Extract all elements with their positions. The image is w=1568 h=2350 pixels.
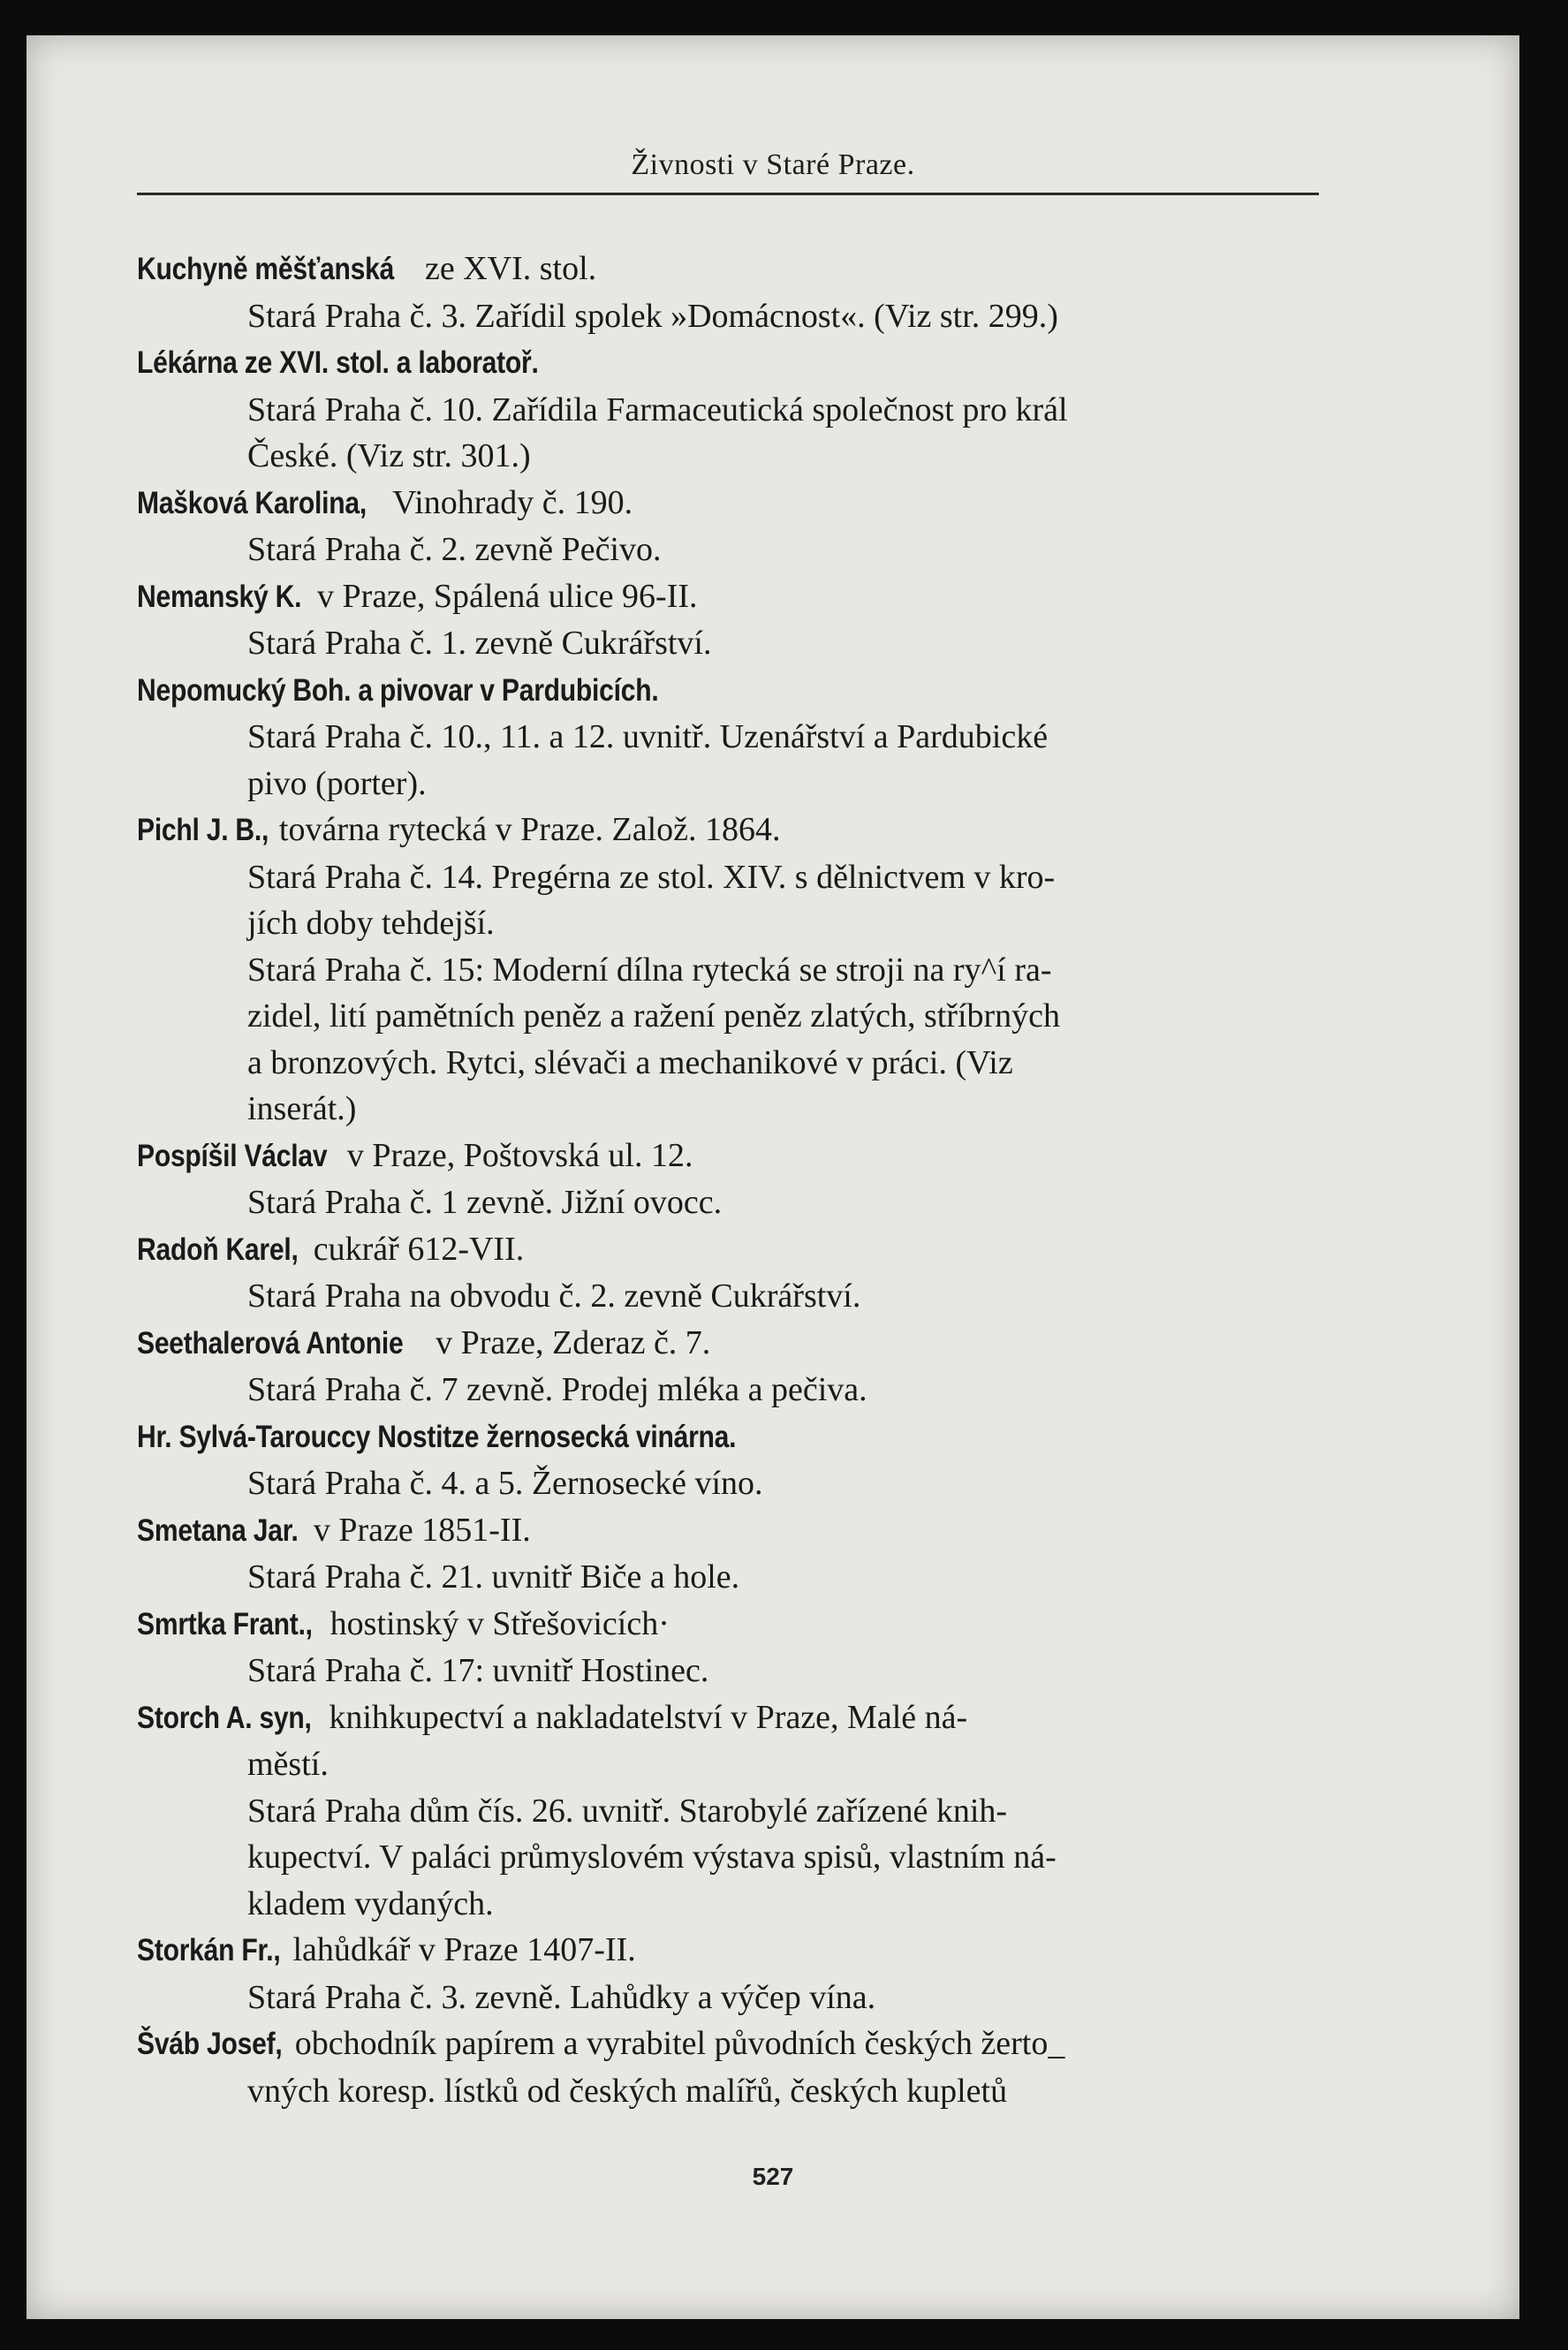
directory-entry <box>137 1226 1369 1320</box>
entry-detail-line: Stará Praha č. 4. a 5. Žernosecké víno. <box>247 1465 763 1502</box>
entry-name: Seethalerová Antonie <box>137 1325 404 1361</box>
entry-address: cukrář 612-VII. <box>305 1230 525 1268</box>
entry-name: Nemanský K. <box>137 579 302 614</box>
running-header: Živnosti v Staré Praze. <box>631 148 915 181</box>
entry-detail-line: Stará Praha č. 2. zevně Pečivo. <box>247 531 662 568</box>
entry-heading <box>137 246 1369 293</box>
entry-address: knihkupectví a nakladatelství v Praze, Malé ná- <box>320 1698 968 1736</box>
entry-detail-line: a bronzových. Rytci, slévači a mechanikové v práci. (Viz <box>247 1043 1013 1081</box>
entry-name: Hr. Sylvá-Tarouccy Nostitze žernosecká vinárna. <box>137 1419 737 1454</box>
entry-detail-line: Stará Praha č. 7 zevně. Prodej mléka a pečiva. <box>247 1371 867 1408</box>
entry-address: v Praze, Zderaz č. 7. <box>427 1323 711 1361</box>
directory-entry <box>137 1133 1369 1226</box>
entry-heading <box>137 1694 1369 1742</box>
entry-name: Pospíšil Václav <box>137 1138 328 1173</box>
entry-detail-line: Stará Praha č. 1 zevně. Jižní ovocc. <box>247 1184 723 1221</box>
entry-heading <box>137 1320 1369 1368</box>
directory-entry <box>137 807 1369 1133</box>
entry-detail-line: zidel, lití pamětních peněz a ražení peněz zlatých, stříbrných <box>247 997 1061 1035</box>
entry-name: Lékárna ze XVI. stol. a laboratoř. <box>137 345 539 380</box>
entry-name: Nepomucký Boh. a pivovar v Pardubicích. <box>137 672 659 708</box>
entry-heading <box>137 807 1369 854</box>
entry-detail-line: Stará Praha č. 3. zevně. Lahůdky a výčep vína. <box>247 1978 876 2016</box>
directory-entry <box>137 339 1369 480</box>
entry-address: v Praze, Spálená ulice 96-II. <box>308 577 698 615</box>
entry-detail-line: městí. <box>247 1746 329 1783</box>
entry-detail-line: kladem vydaných. <box>247 1884 494 1922</box>
entry-detail-line: České. (Viz str. 301.) <box>247 437 531 474</box>
entry-heading <box>137 573 1369 621</box>
entry-heading <box>137 667 1369 715</box>
entry-address: obchodník papírem a vyrabitel původních českých žerto_ <box>286 2025 1065 2062</box>
entry-address: ze XVI. stol. <box>416 250 597 287</box>
entry-detail-line: Stará Praha č. 3. Zařídil spolek »Domácnost«. (Viz str. 299.) <box>247 297 1058 335</box>
entry-heading <box>137 480 1369 527</box>
entry-heading <box>137 1927 1369 1975</box>
entry-heading <box>137 2020 1369 2068</box>
entry-name: Kuchyně měšťanská <box>137 252 395 286</box>
directory-entry <box>137 1694 1369 1928</box>
directory-entry <box>137 1414 1369 1507</box>
entry-detail-line: Stará Praha č. 10., 11. a 12. uvnitř. Uzenářství a Pardubické <box>247 718 1049 755</box>
entry-address: v Praze 1851-II. <box>305 1511 531 1549</box>
entry-address: hostinský v Střešovicích· <box>322 1604 670 1642</box>
entry-address: lahůdkář v Praze 1407-II. <box>284 1931 636 1968</box>
entry-address: v Praze, Poštovská ul. 12. <box>338 1136 693 1174</box>
entry-name: Šváb Josef, <box>137 2027 283 2061</box>
directory-entry <box>137 2020 1369 2114</box>
entry-detail-line: Stará Praha na obvodu č. 2. zevně Cukrářství. <box>247 1277 861 1315</box>
entry-detail-line: inserát.) <box>247 1090 357 1127</box>
entry-detail-line: Stará Praha č. 21. uvnitř Biče a hole. <box>247 1558 740 1596</box>
entry-name: Radoň Karel, <box>137 1232 299 1267</box>
entry-heading <box>137 1133 1369 1180</box>
entry-list <box>137 246 1369 2114</box>
entry-name: Smetana Jar. <box>137 1512 299 1548</box>
entry-heading <box>137 339 1369 387</box>
directory-entry <box>137 1601 1369 1694</box>
entry-name: Mašková Karolina, <box>137 485 367 520</box>
entry-name: Storch A. syn, <box>137 1700 312 1735</box>
directory-entry <box>137 667 1369 807</box>
directory-entry <box>137 480 1369 573</box>
entry-heading <box>137 1226 1369 1274</box>
entry-name: Pichl J. B., <box>137 813 269 847</box>
entry-detail-line: jích doby tehdejší. <box>247 905 495 942</box>
entry-detail-line: vných koresp. lístků od českých malířů, českých kupletů <box>247 2072 1008 2110</box>
directory-entry <box>137 573 1369 667</box>
header-rule <box>137 193 1319 195</box>
entry-detail-line: pivo (porter). <box>247 764 427 802</box>
entry-detail-line: Stará Praha dům čís. 26. uvnitř. Starobylé zařízené knih- <box>247 1792 1008 1830</box>
page-number: 527 <box>752 2163 794 2190</box>
directory-entry <box>137 1320 1369 1414</box>
entry-heading <box>137 1507 1369 1555</box>
entry-heading <box>137 1601 1369 1649</box>
entry-detail-line: Stará Praha č. 15: Moderní dílna rytecká se stroji na ry^í ra- <box>247 951 1052 989</box>
directory-entry <box>137 1507 1369 1601</box>
book-page <box>27 35 1519 2319</box>
entry-address: Vinohrady č. 190. <box>384 483 633 521</box>
entry-detail-line: Stará Praha č. 17: uvnitř Hostinec. <box>247 1652 709 1689</box>
entry-name: Smrtka Frant., <box>137 1606 313 1641</box>
entry-address: továrna rytecká v Praze. Založ. 1864. <box>270 811 781 848</box>
entry-detail-line: Stará Praha č. 1. zevně Cukrářství. <box>247 625 712 662</box>
directory-entry <box>137 1927 1369 2020</box>
entry-detail-line: Stará Praha č. 14. Pregérna ze stol. XIV. s dělnictvem v kro- <box>247 858 1056 896</box>
entry-detail-line: Stará Praha č. 10. Zařídila Farmaceutická společnost pro král <box>247 390 1068 428</box>
entry-detail-line: kupectví. V paláci průmyslovém výstava spisů, vlastním ná- <box>247 1838 1057 1876</box>
entry-heading <box>137 1414 1369 1461</box>
entry-name: Storkán Fr., <box>137 1933 281 1967</box>
directory-entry <box>137 246 1369 339</box>
